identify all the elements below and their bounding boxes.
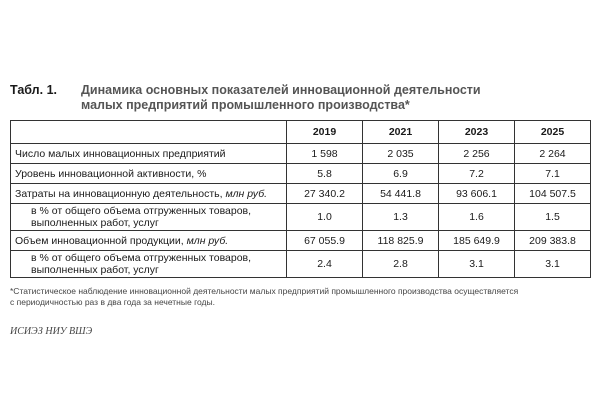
table-cell: 6.9 — [363, 164, 439, 184]
table-cell: 67 055.9 — [287, 231, 363, 251]
table-cell: 7.2 — [439, 164, 515, 184]
table-cell: 209 383.8 — [515, 231, 591, 251]
table-row — [11, 251, 591, 278]
footnote-line-1: *Статистическое наблюдение инновационной деятельности малых предприятий промышленного производства осуществляется — [10, 286, 519, 296]
header-cell-year: 2019 — [287, 121, 363, 144]
table-header-row — [11, 121, 591, 144]
data-table — [10, 120, 591, 278]
table-cell: 1.6 — [439, 204, 515, 231]
row-label — [11, 231, 287, 251]
row-label — [11, 251, 287, 278]
table-cell: 104 507.5 — [515, 184, 591, 204]
table-cell: 2 256 — [439, 144, 515, 164]
table-caption — [10, 83, 595, 113]
header-cell-year: 2021 — [363, 121, 439, 144]
table-row — [11, 184, 591, 204]
footnote-line-2: с периодичностью раз в два года за нечетные годы. — [10, 297, 215, 307]
table-cell: 5.8 — [287, 164, 363, 184]
table-cell: 1.5 — [515, 204, 591, 231]
table-cell: 27 340.2 — [287, 184, 363, 204]
row-label: Число малых инновационных предприятий — [11, 144, 287, 164]
table-cell: 2.8 — [363, 251, 439, 278]
table-cell: 185 649.9 — [439, 231, 515, 251]
table-row — [11, 144, 591, 164]
table-cell: 2 264 — [515, 144, 591, 164]
table-title-line-1: Динамика основных показателей инновационной деятельности — [81, 83, 481, 97]
row-label — [11, 204, 287, 231]
table-row — [11, 164, 591, 184]
table-number: Табл. 1. — [10, 83, 57, 97]
row-label-line-2: выполненных работ, услуг — [31, 264, 159, 276]
row-label-line-1: в % от общего объема отгруженных товаров, — [31, 252, 252, 264]
table-title-line-2: малых предприятий промышленного производства* — [81, 98, 410, 112]
table-cell: 3.1 — [439, 251, 515, 278]
table-cell: 3.1 — [515, 251, 591, 278]
table-cell: 7.1 — [515, 164, 591, 184]
table-cell: 93 606.1 — [439, 184, 515, 204]
row-label: Уровень инновационной активности, % — [11, 164, 287, 184]
footnote — [10, 286, 595, 308]
table-cell: 1.0 — [287, 204, 363, 231]
row-label-text: Затраты на инновационную деятельность, — [15, 187, 223, 200]
table-cell: 2 035 — [363, 144, 439, 164]
table-cell: 2.4 — [287, 251, 363, 278]
row-label-unit: млн руб. — [186, 234, 229, 247]
header-cell-year: 2025 — [515, 121, 591, 144]
row-label-line-2: выполненных работ, услуг — [31, 217, 159, 229]
table-cell: 1 598 — [287, 144, 363, 164]
row-label-line-1: в % от общего объема отгруженных товаров, — [31, 205, 252, 217]
table-title — [81, 83, 481, 113]
header-cell-year: 2023 — [439, 121, 515, 144]
table-cell: 118 825.9 — [363, 231, 439, 251]
row-label-text: Объем инновационной продукции, — [15, 234, 184, 247]
header-cell-empty — [11, 121, 287, 144]
table-row — [11, 204, 591, 231]
table-cell: 1.3 — [363, 204, 439, 231]
row-label-unit: млн руб. — [225, 187, 268, 200]
source-credit: ИСИЭЗ НИУ ВШЭ — [10, 326, 93, 337]
row-label — [11, 184, 287, 204]
table-row — [11, 231, 591, 251]
table-cell: 54 441.8 — [363, 184, 439, 204]
